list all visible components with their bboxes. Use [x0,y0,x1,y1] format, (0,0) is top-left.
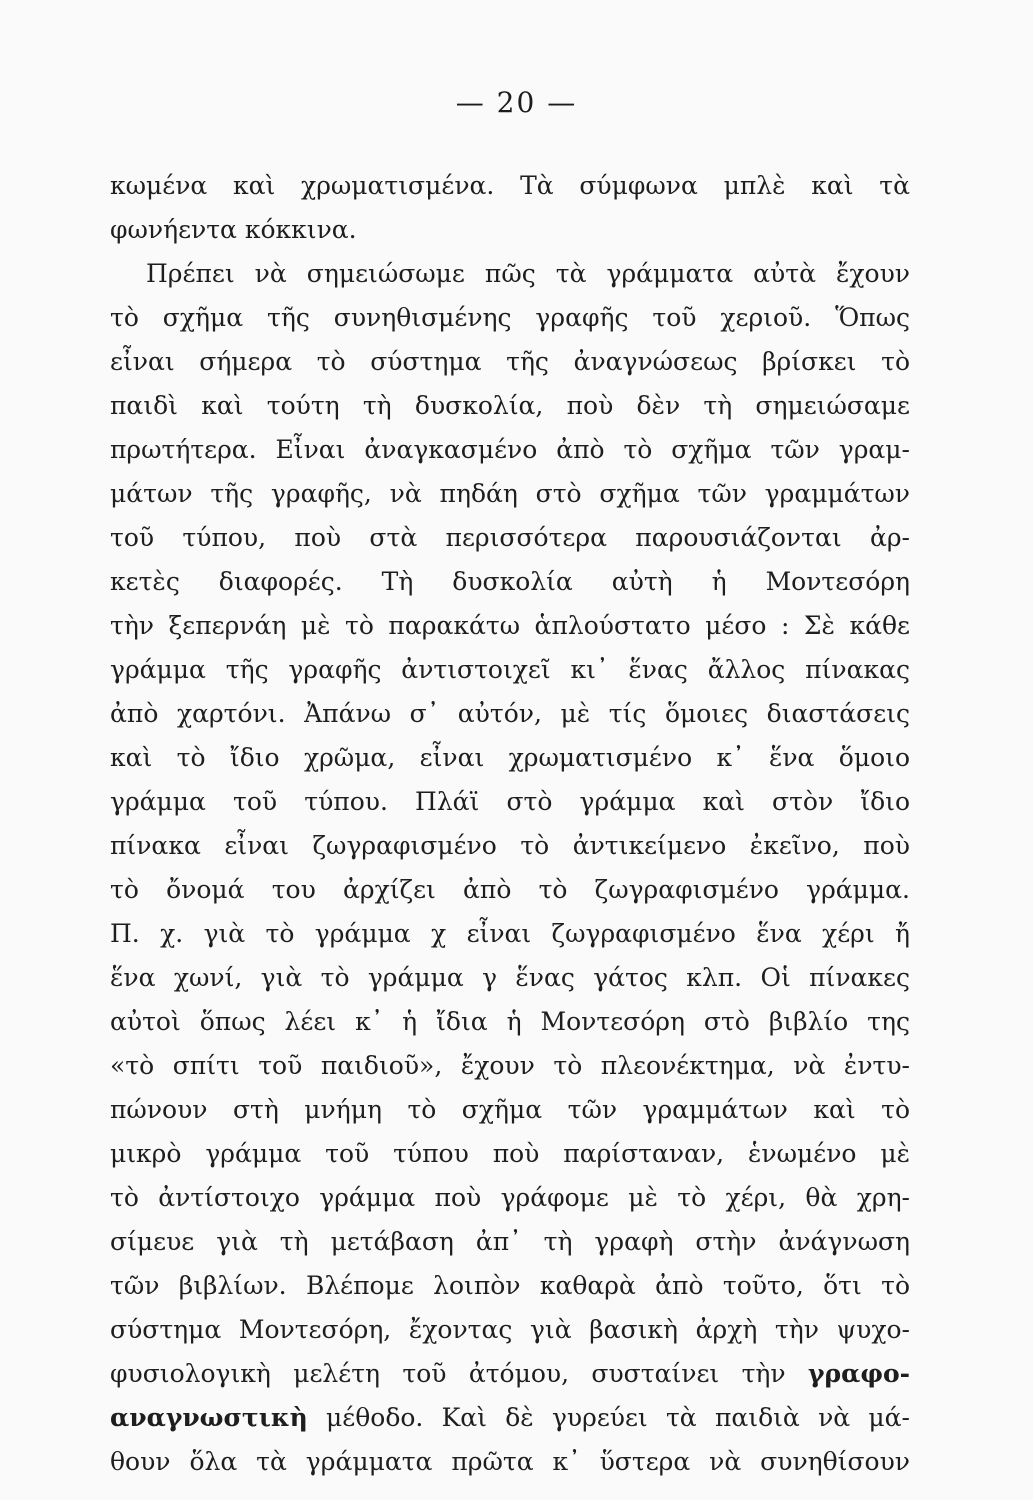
text-line: φωνήεντα κόκκινα. [110,215,357,244]
text-line: τὴν ξεπερνάη μὲ τὸ παρακάτω ἁπλούστατο μέσο : Σὲ κάθε [110,611,910,640]
text-line: παιδὶ καὶ τούτη τὴ δυσκολία, ποὺ δὲν τὴ σημειώσαμε [110,391,910,420]
text-line: σύστημα Μοντεσόρη, ἔχοντας γιὰ βασικὴ ἀρχὴ τὴν ψυχο- [110,1315,910,1344]
text-line-with-bold [110,1396,910,1440]
text-line: τὸ ὄνομά του ἀρχίζει ἀπὸ τὸ ζωγραφισμένο γράμμα. [110,875,910,904]
body-text [110,164,910,1484]
text-line: κετὲς διαφορές. Τὴ δυσκολία αὐτὴ ἡ Μοντεσόρη [110,567,910,596]
text-line: πρωτήτερα. Εἶναι ἀναγκασμένο ἀπὸ τὸ σχῆμα τῶν γραμ- [110,435,910,464]
text-line: τὸ ἀντίστοιχο γράμμα ποὺ γράφομε μὲ τὸ χέρι, θὰ χρη- [110,1183,910,1212]
bold-term: γραφο- [807,1359,910,1388]
paragraph-start-line: Πρέπει νὰ σημειώσωμε πῶς τὰ γράμματα αὐτὰ ἔχουν [146,259,910,288]
text-line: καὶ τὸ ἴδιο χρῶμα, εἶναι χρωματισμένο κ᾿ ἕνα ὅμοιο [110,743,910,772]
text-line: κωμένα καὶ χρωματισμένα. Τὰ σύμφωνα μπλὲ καὶ τὰ [110,171,910,200]
text-line: εἶναι σήμερα τὸ σύστημα τῆς ἀναγνώσεως βρίσκει τὸ [110,347,910,376]
text-line: θουν ὅλα τὰ γράμματα πρῶτα κ᾿ ὕστερα νὰ συνηθίσουν [110,1447,910,1476]
text-line: σίμευε γιὰ τὴ μετάβαση ἀπ᾿ τὴ γραφὴ στὴν ἀνάγνωση [110,1227,910,1256]
text-line: αὐτοὶ ὅπως λέει κ᾿ ἡ ἴδια ἡ Μοντεσόρη στὸ βιβλίο της [110,1007,910,1036]
text-line: ἀπὸ χαρτόνι. Ἀπάνω σ᾿ αὐτόν, μὲ τίς ὅμοιες διαστάσεις [110,699,910,728]
text-line: γράμμα τῆς γραφῆς ἀντιστοιχεῖ κι᾿ ἕνας ἄλλος πίνακας [110,655,910,684]
text-line: «τὸ σπίτι τοῦ παιδιοῦ», ἔχουν τὸ πλεονέκτημα, νὰ ἐντυ- [110,1051,910,1080]
text-line: τοῦ τύπου, ποὺ στὰ περισσότερα παρουσιάζονται ἀρ- [110,523,910,552]
text-line: γράμμα τοῦ τύπου. Πλάϊ στὸ γράμμα καὶ στὸν ἴδιο [110,787,910,816]
text-line: μικρὸ γράμμα τοῦ τύπου ποὺ παρίσταναν, ἑνωμένο μὲ [110,1139,910,1168]
text-line: τὸ σχῆμα τῆς συνηθισμένης γραφῆς τοῦ χεριοῦ. Ὅπως [110,303,910,332]
text-segment: μέθοδο. Καὶ δὲ γυρεύει τὰ παιδιὰ νὰ μά- [326,1403,910,1432]
text-line: τῶν βιβλίων. Βλέπομε λοιπὸν καθαρὰ ἀπὸ τοῦτο, ὅτι τὸ [110,1271,910,1300]
text-line: πώνουν στὴ μνήμη τὸ σχῆμα τῶν γραμμάτων καὶ τὸ [110,1095,910,1124]
text-line: μάτων τῆς γραφῆς, νὰ πηδάη στὸ σχῆμα τῶν γραμμάτων [110,479,910,508]
text-line: ἕνα χωνί, γιὰ τὸ γράμμα γ ἕνας γάτος κλπ. Οἱ πίνακες [110,963,910,992]
page-number: — 20 — [455,86,578,119]
text-line-with-bold [110,1352,910,1396]
bold-term: αναγνωστικὴ [110,1403,308,1432]
text-line: πίνακα εἶναι ζωγραφισμένο τὸ ἀντικείμενο ἐκεῖνο, ποὺ [110,831,910,860]
text-line: Π. χ. γιὰ τὸ γράμμα χ εἶναι ζωγραφισμένο ἕνα χέρι ἤ [110,919,910,948]
text-segment: φυσιολογικὴ μελέτη τοῦ ἀτόμου, συσταίνει τὴν [110,1359,786,1388]
